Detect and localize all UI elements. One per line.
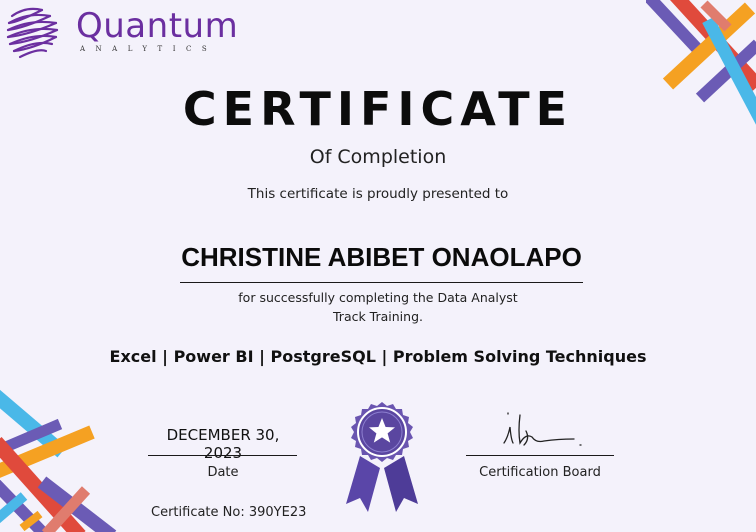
date-label: Date bbox=[207, 465, 239, 480]
recipient-underline bbox=[180, 282, 583, 283]
certificate-number: Certificate No: 390YE23 bbox=[151, 505, 307, 520]
certificate-subtitle: Of Completion bbox=[309, 146, 447, 168]
completion-text bbox=[0, 289, 756, 326]
presented-text: This certificate is proudly presented to bbox=[247, 186, 509, 202]
brand-name: Quantum bbox=[76, 6, 239, 46]
certificate-title: CERTIFICATE bbox=[182, 82, 574, 136]
certification-board-label: Certification Board bbox=[479, 465, 601, 480]
corner-decoration-bottom-left bbox=[0, 386, 122, 532]
award-seal-icon bbox=[338, 396, 426, 518]
skills-list: Excel | Power BI | PostgreSQL | Problem Solving Techniques bbox=[109, 347, 647, 366]
completion-line-2: Track Training. bbox=[333, 308, 423, 324]
brand-tagline: ANALYTICS bbox=[80, 45, 218, 53]
recipient-name: CHRISTINE ABIBET ONAOLAPO bbox=[181, 242, 582, 272]
signature-underline bbox=[466, 455, 614, 456]
completion-line-1: for successfully completing the Data Analyst bbox=[238, 290, 518, 305]
signature-image bbox=[496, 409, 588, 453]
issue-date: DECEMBER 30, 2023 bbox=[166, 426, 280, 462]
date-underline bbox=[148, 455, 297, 456]
quantum-logo-icon bbox=[4, 2, 62, 62]
